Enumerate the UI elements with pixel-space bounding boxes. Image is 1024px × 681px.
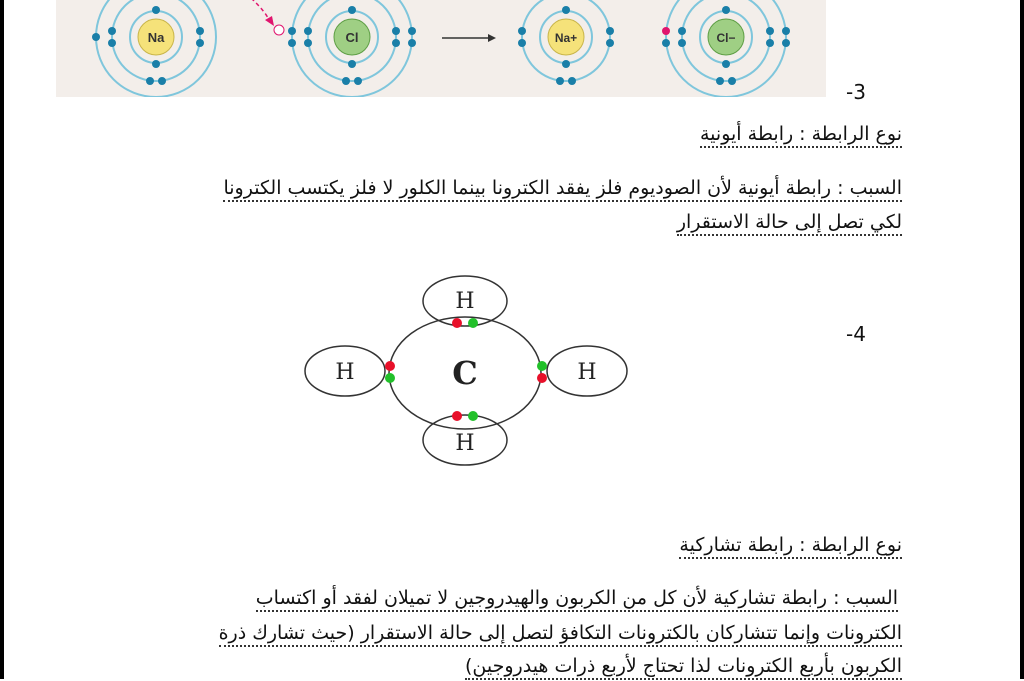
hydrogen-label-left: H <box>335 360 355 385</box>
q4-reason-text-3: الكربون بأربع الكترونات لذا تحتاج لأربع ذرات هيدروجين) <box>465 655 902 680</box>
cl-ion <box>662 0 790 97</box>
q3-bond-type <box>700 119 902 149</box>
q4-reason-text-2: الكترونات وإنما تتشاركان بالكترونات التكافؤ لتصل إلى حالة الاستقرار (حيث تشارك ذرة <box>219 622 902 647</box>
q3-reason-line-1 <box>223 173 902 203</box>
hydrogen-label-top: H <box>455 289 475 314</box>
question-number-4: -4 <box>846 322 866 346</box>
carbon-label: C <box>452 354 478 392</box>
ionic-bond-figure <box>56 0 826 97</box>
shared-pair-bottom <box>452 411 478 421</box>
na-ion <box>518 0 614 85</box>
methane-svg <box>300 268 640 473</box>
reaction-arrow <box>442 34 496 42</box>
page-border-left <box>0 0 4 679</box>
q4-reason-line-1 <box>256 583 898 613</box>
q3-reason-text-1: السبب : رابطة أيونية لأن الصوديوم فلز يفقد الكترونا بينما الكلور لا فلز يكتسب الكترونا <box>223 177 902 202</box>
methane-bond-figure <box>300 268 640 473</box>
na-atom <box>92 0 216 97</box>
hydrogen-label-right: H <box>577 360 597 385</box>
ionic-bond-svg <box>56 0 826 97</box>
q3-reason-line-2 <box>677 207 902 237</box>
q4-reason-line-2 <box>219 618 902 648</box>
q4-reason-line-3 <box>465 651 902 681</box>
q3-reason-text-2: لكي تصل إلى حالة الاستقرار <box>677 211 902 236</box>
q3-bond-type-text: نوع الرابطة : رابطة أيونية <box>700 123 902 148</box>
hydrogen-label-bottom: H <box>455 431 475 456</box>
cl-ion-label: Cl− <box>716 31 736 45</box>
electron-transfer-arrow <box>251 0 284 35</box>
na-label: Na <box>147 30 165 45</box>
shared-pair-left <box>385 361 395 383</box>
cl-atom <box>288 0 416 97</box>
shared-pair-right <box>537 361 547 383</box>
q4-reason-text-1: السبب : رابطة تشاركية لأن كل من الكربون والهيدروجين لا تميلان لفقد أو اكتساب <box>256 587 898 612</box>
q4-bond-type-text: نوع الرابطة : رابطة تشاركية <box>679 534 902 559</box>
na-ion-label: Na+ <box>554 31 578 45</box>
question-number-3: -3 <box>846 80 866 104</box>
q4-bond-type <box>679 530 902 560</box>
page-border-right <box>1020 0 1024 679</box>
cl-label: Cl <box>345 30 359 45</box>
